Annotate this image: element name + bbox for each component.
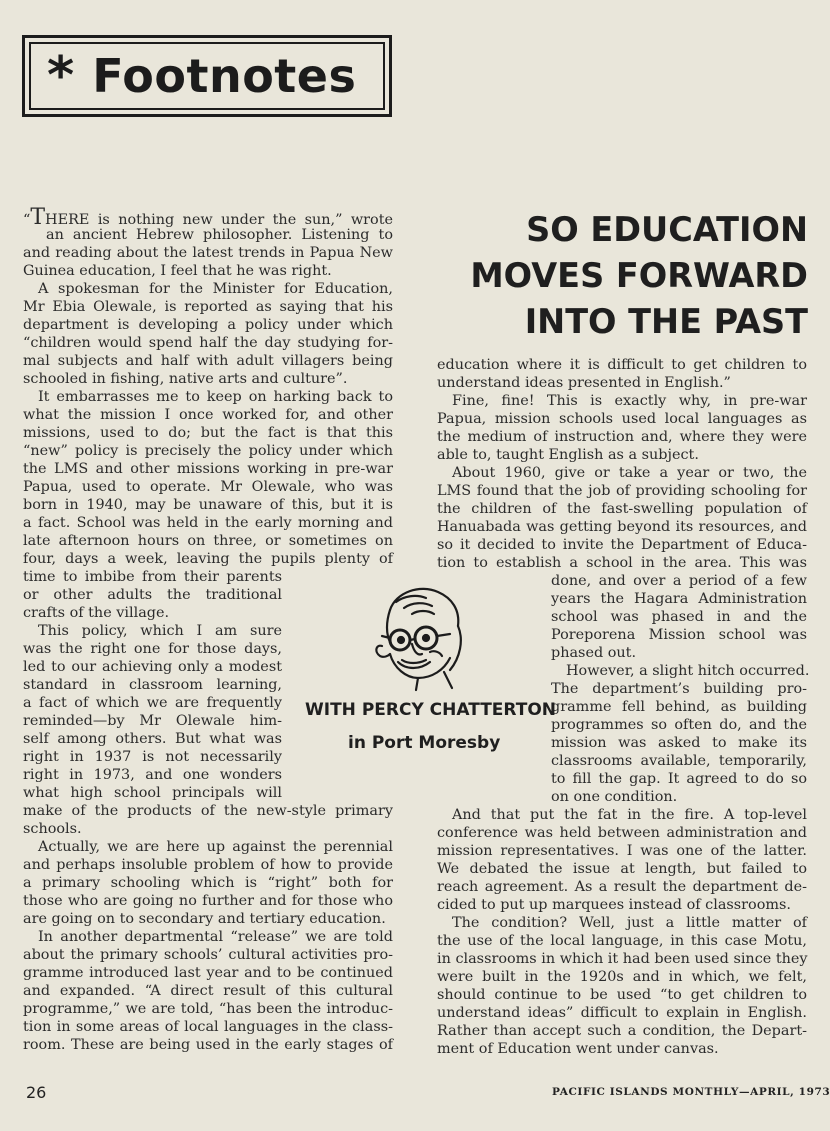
text-line: schooled in fishing, native arts and culture”.	[23, 371, 348, 387]
text-line: late afternoon hours on three, or sometimes on	[23, 533, 393, 549]
text-line: and expanded. “A direct result of this cultural	[23, 983, 393, 999]
text-line: about the primary schools’ cultural activities pro-	[23, 947, 393, 963]
text-line: gramme introduced last year and to be continued	[23, 965, 393, 981]
text-line: And that put the fat in the fire. A top-level	[452, 807, 807, 823]
text-line: department is developing a policy under which	[23, 317, 393, 333]
text-line: right in 1937 is not necessarily	[23, 749, 282, 765]
text-line: understand ideas presented in English.”	[437, 375, 731, 391]
text-line: so it decided to invite the Department of Educa-	[437, 537, 807, 553]
text-line: “THERE is nothing new under the sun,” wrote	[23, 205, 393, 230]
text-line: reach agreement. As a result the department de-	[437, 879, 807, 895]
text-line: years the Hagara Administration	[551, 591, 807, 607]
text-line: About 1960, give or take a year or two, the	[452, 465, 807, 481]
text-line: The department’s building pro-	[551, 681, 807, 697]
text-line: Guinea education, I feel that he was right.	[23, 263, 332, 279]
text-line: a fact. School was held in the early morning and	[23, 515, 393, 531]
text-line: reminded—by Mr Olewale him-	[23, 713, 282, 729]
running-footer: PACIFIC ISLANDS MONTHLY—APRIL, 1973	[552, 1086, 830, 1098]
text-line: “children would spend half the day studying for-	[23, 335, 393, 351]
asterisk-icon: *	[47, 46, 75, 106]
text-line: It embarrasses me to keep on harking back to	[38, 389, 393, 405]
text-line: Hanuabada was getting beyond its resources, and	[437, 519, 807, 535]
text-line: We debated the issue at length, but failed to	[437, 861, 807, 877]
text-line: tion in some areas of local languages in the class-	[23, 1019, 393, 1035]
author-caricature	[360, 580, 472, 692]
column-title: Footnotes	[92, 49, 357, 103]
text-line: Actually, we are here up against the perennial	[38, 839, 393, 855]
text-line: the LMS and other missions working in pre-war	[23, 461, 393, 477]
drop-cap: T	[30, 205, 46, 230]
text-line: and reading about the latest trends in Papua New	[23, 245, 393, 261]
text-line: school was phased in and the	[551, 609, 807, 625]
text-line: education where it is difficult to get children to	[437, 357, 807, 373]
text-line: In another departmental “release” we are told	[38, 929, 393, 945]
article-headline	[418, 207, 808, 345]
text-line: “new” policy is precisely the policy under which	[23, 443, 393, 459]
text-line: The condition? Well, just a little matter of	[452, 915, 807, 931]
text-line: Fine, fine! This is exactly why, in pre-war	[452, 393, 807, 409]
text-line: on one condition.	[551, 789, 678, 805]
text-line: born in 1940, may be unaware of this, but it is	[23, 497, 393, 513]
text-line: standard in classroom learning,	[23, 677, 282, 693]
text-line: and perhaps insoluble problem of how to provide	[23, 857, 393, 873]
text-line: programmes so often do, and the	[551, 717, 807, 733]
text-line: room. These are being used in the early stages of	[23, 1037, 393, 1053]
text-line: self among others. But what was	[23, 731, 282, 747]
text-line: cided to put up marquees instead of classrooms.	[437, 897, 791, 913]
text-line: a primary schooling which is “right” both for	[23, 875, 393, 891]
text-line: to fill the gap. It agreed to do so	[551, 771, 807, 787]
text-line: four, days a week, leaving the pupils plenty of	[23, 551, 393, 567]
text-line: A spokesman for the Minister for Education,	[38, 281, 393, 297]
text-line: able to, taught English as a subject.	[437, 447, 699, 463]
text-line: Rather than accept such a condition, the Depart-	[437, 1023, 807, 1039]
text-line: was the right one for those days,	[23, 641, 282, 657]
text-line: a fact of which we are frequently	[23, 695, 282, 711]
text-line: the children of the fast-swelling population of	[437, 501, 807, 517]
text-line: phased out.	[551, 645, 637, 661]
text-line: mission representatives. I was one of the latter.	[437, 843, 807, 859]
text-line: However, a slight hitch occurred.	[566, 663, 810, 679]
text-line: Papua, mission schools used local languages as	[437, 411, 807, 427]
text-line: Papua, used to operate. Mr Olewale, who was	[23, 479, 393, 495]
column-title-box	[22, 35, 392, 117]
text-line: what high school principals will	[23, 785, 282, 801]
byline-location: in Port Moresby	[348, 733, 501, 753]
text-line: conference was held between administration and	[437, 825, 807, 841]
text-line: time to imbibe from their parents	[23, 569, 282, 585]
text-line: understand ideas” difficult to explain in English.	[437, 1005, 807, 1021]
text-line: Poreporena Mission school was	[551, 627, 807, 643]
text-line: an ancient Hebrew philosopher. Listening to	[46, 227, 393, 243]
text-line: led to our achieving only a modest	[23, 659, 282, 675]
text-line: should continue to be used “to get children to	[437, 987, 807, 1003]
text-line: done, and over a period of a few	[551, 573, 807, 589]
text-line: Mr Ebia Olewale, is reported as saying that his	[23, 299, 393, 315]
text-line: LMS found that the job of providing schooling for	[437, 483, 807, 499]
text-line: right in 1973, and one wonders	[23, 767, 282, 783]
page-number: 26	[26, 1083, 47, 1102]
text-line: classrooms available, temporarily,	[551, 753, 807, 769]
text-line: the medium of instruction and, where they were	[437, 429, 807, 445]
text-line: are going on to secondary and tertiary education.	[23, 911, 386, 927]
text-line: in classrooms in which it had been used since they	[437, 951, 808, 967]
headline-line: INTO THE PAST	[524, 302, 808, 341]
text-line: This policy, which I am sure	[38, 623, 282, 639]
text-line: programme,” we are told, “has been the introduc-	[23, 1001, 393, 1017]
text-line: missions, used to do; but the fact is that this	[23, 425, 393, 441]
headline-line: SO EDUCATION	[526, 210, 808, 249]
text-line: what the mission I once worked for, and other	[23, 407, 393, 423]
text-line: gramme fell behind, as building	[551, 699, 807, 715]
text-line: mal subjects and half with adult villagers being	[23, 353, 393, 369]
text-line: crafts of the village.	[23, 605, 170, 621]
text-line: tion to establish a school in the area. This was	[437, 555, 807, 571]
text-line: make of the products of the new-style primary	[23, 803, 393, 819]
text-line: ment of Education went under canvas.	[437, 1041, 719, 1057]
text-line: those who are going no further and for those who	[23, 893, 393, 909]
text-line: or other adults the traditional	[23, 587, 282, 603]
text-line: were built in the 1920s and in which, we felt,	[437, 969, 807, 985]
text-line: the use of the local language, in this case Motu,	[437, 933, 807, 949]
text-line: schools.	[23, 821, 82, 837]
headline-line: MOVES FORWARD	[470, 256, 808, 295]
text-line: mission was asked to make its	[551, 735, 807, 751]
byline-author: WITH PERCY CHATTERTON	[305, 700, 557, 720]
